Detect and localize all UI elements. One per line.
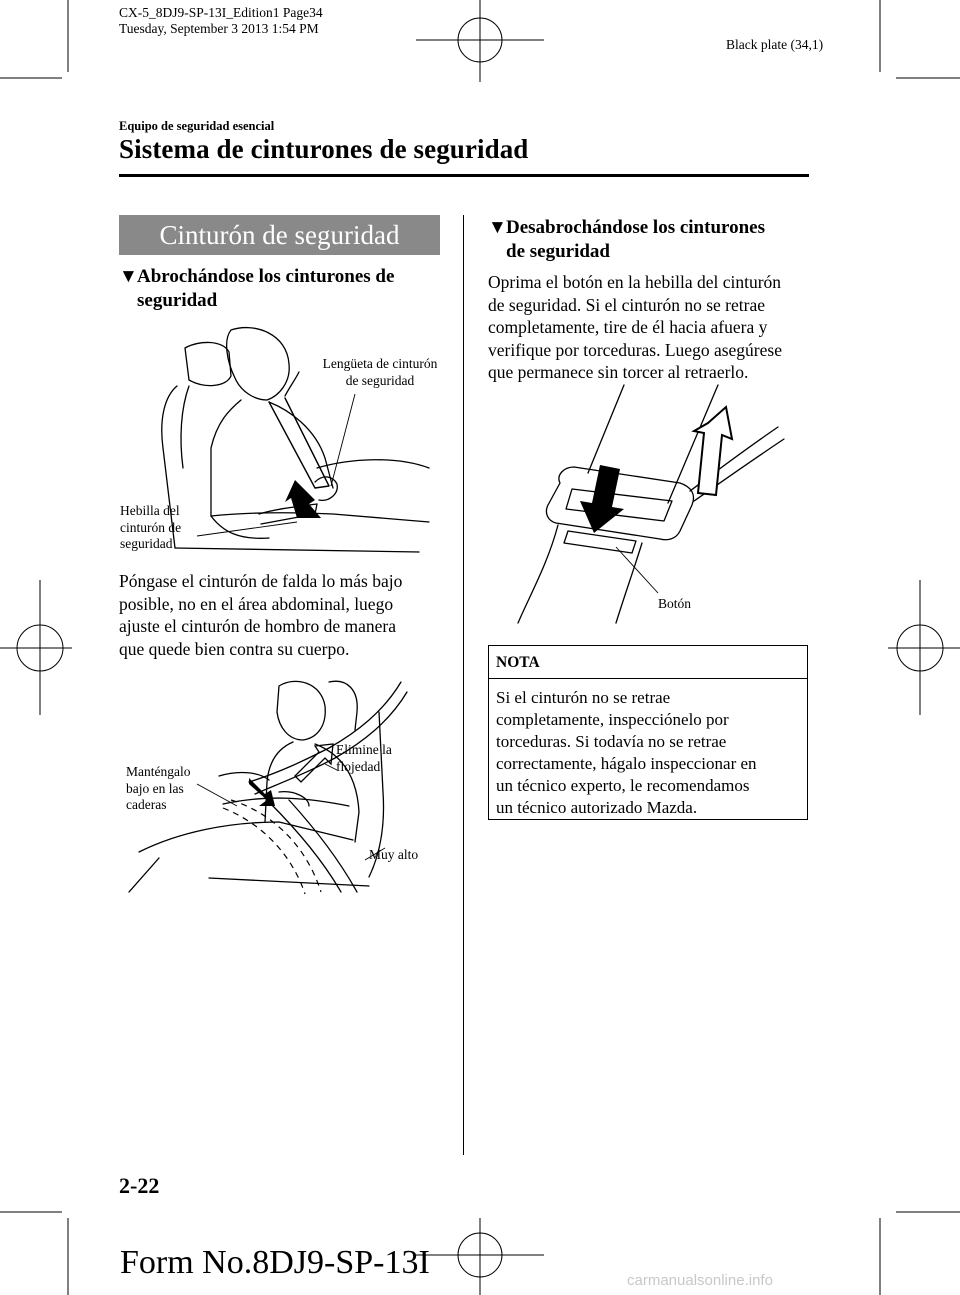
- unfasten-subhead: [488, 216, 818, 264]
- fasten-paragraph-line: posible, no en el área abdominal, luego: [119, 593, 394, 614]
- note-line: torceduras. Si todavía no se retrae: [496, 732, 727, 751]
- buckle-release-illustration: [508, 383, 798, 628]
- note-line: completamente, inspecciónelo por: [496, 710, 729, 729]
- unfasten-subhead-line2: de seguridad: [506, 241, 610, 262]
- hips-label: [126, 764, 190, 814]
- hips-label-line3: caderas: [126, 797, 167, 812]
- fasten-paragraph-line: que quede bien contra su cuerpo.: [119, 638, 350, 659]
- buckle-label-line3: seguridad: [120, 536, 173, 551]
- page-number: 2-22: [119, 1173, 160, 1198]
- section-label: Equipo de seguridad esencial: [119, 119, 275, 133]
- tongue-label: [295, 356, 465, 389]
- note-line: Si el cinturón no se retrae: [496, 688, 671, 707]
- unfasten-paragraph-line: que permanece sin torcer al retraerlo.: [488, 362, 749, 382]
- date-line: Tuesday, September 3 2013 1:54 PM: [119, 21, 319, 36]
- slack-label-line1: Elimine la: [336, 742, 392, 757]
- buckle-label-line2: cinturón de: [120, 519, 182, 535]
- fasten-subhead: [119, 265, 449, 313]
- tongue-label-line2: de seguridad: [345, 372, 415, 388]
- unfasten-paragraph: [488, 271, 818, 384]
- unfasten-subhead-line1: Desabrochándose los cinturones: [506, 217, 765, 238]
- section-banner: Cinturón de seguridad: [119, 215, 440, 255]
- column-divider: [463, 215, 464, 1155]
- unfasten-paragraph-line: de seguridad. Si el cinturón no se retrae: [488, 294, 765, 315]
- triangle-marker-icon: ▼: [488, 217, 507, 238]
- plate-label: Black plate (34,1): [726, 37, 824, 52]
- form-number: Form No.8DJ9-SP-13I: [120, 1244, 430, 1281]
- unfasten-paragraph-line: verifique por torceduras. Luego asegúrese: [488, 339, 782, 360]
- note-line: un técnico experto, le recomendamos: [496, 776, 750, 795]
- hips-label-line1: Manténgalo: [126, 764, 191, 779]
- too-high-label: Muy alto: [369, 847, 419, 862]
- fasten-paragraph-line: Póngase el cinturón de falda lo más bajo: [119, 571, 403, 591]
- note-line: correctamente, hágalo inspeccionar en: [496, 754, 757, 773]
- buckle-label-line1: Hebilla del: [120, 503, 180, 518]
- title-rule: [119, 174, 809, 177]
- page-title: Sistema de cinturones de seguridad: [119, 134, 529, 164]
- note-body: [489, 679, 807, 819]
- note-title: NOTA: [489, 646, 807, 679]
- buckle-label: [120, 503, 181, 553]
- fasten-paragraph-line: ajuste el cinturón de hombro de manera: [119, 616, 396, 636]
- unfasten-paragraph-line: completamente, tire de él hacia afuera y: [488, 317, 768, 337]
- fasten-subhead-line2: seguridad: [137, 290, 218, 311]
- note-line: un técnico autorizado Mazda.: [496, 798, 698, 817]
- fasten-subhead-line1: Abrochándose los cinturones de: [137, 266, 395, 287]
- slack-label: [336, 742, 392, 775]
- tongue-label-line1: Lengüeta de cinturón: [322, 356, 438, 371]
- hips-label-line2: bajo en las: [126, 780, 184, 796]
- watermark: carmanualsonline.info: [627, 1272, 773, 1289]
- button-label: Botón: [658, 596, 692, 611]
- note-box: [488, 645, 808, 820]
- fasten-paragraph: [119, 570, 459, 660]
- unfasten-paragraph-line: Oprima el botón en la hebilla del cinturón: [488, 272, 782, 292]
- doc-id-line: CX-5_8DJ9-SP-13I_Edition1 Page34: [119, 5, 323, 20]
- slack-label-line2: flojedad: [336, 758, 381, 774]
- triangle-marker-icon: ▼: [119, 266, 138, 287]
